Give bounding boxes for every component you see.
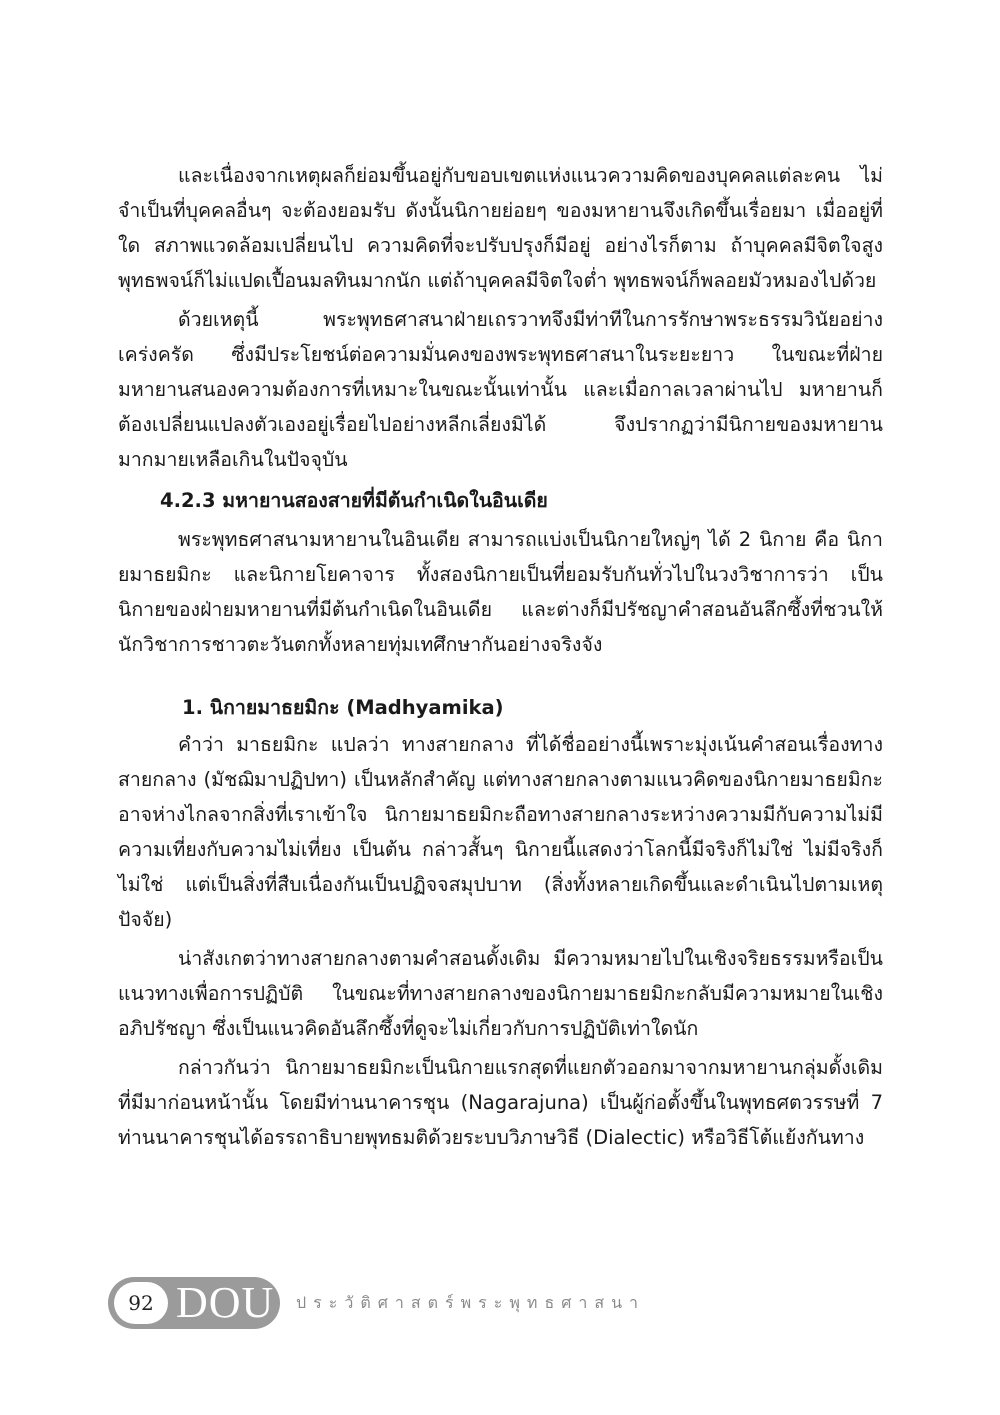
- book-title: ประวัติศาสตร์พระพุทธศาสนา: [296, 1292, 646, 1312]
- item-paragraph-1: คำว่า มาธยมิกะ แปลว่า ทางสายกลาง ที่ได้ชื่ออย่างนี้เพราะมุ่งเน้นคำสอนเรื่องทางสายกลาง (มัชฌิมาปฏิปทา) เป็นหลักสำคัญ แต่ทางสายกลางตามแนวคิดของนิกายมาธยมิกะอาจห่างไกลจากสิ่งที่เราเข้าใจ นิกายมาธยมิกะถือทางสายกลางระหว่างความมีกับความไม่มี ความเที่ยงกับความไม่เที่ยง เป็นต้น กล่าวสั้นๆ นิกายนี้แสดงว่าโลกนี้มีจริงก็ไม่ใช่ ไม่มีจริงก็ไม่ใช่ แต่เป็นสิ่งที่สืบเนื่องกันเป็นปฏิจจสมุปบาท (สิ่งทั้งหลายเกิดขึ้นและดำเนินไปตามเหตุปัจจัย): [118, 733, 883, 931]
- item-paragraph-3: กล่าวกันว่า นิกายมาธยมิกะเป็นนิกายแรกสุดที่แยกตัวออกมาจากมหายานกลุ่มดั้งเดิมที่มีมาก่อนหน้านั้น โดยมีท่านนาคารชุน (Nagarajuna) เป็นผู้ก่อตั้งขึ้นในพุทธศตวรรษที่ 7 ท่านนาคารชุนได้อรรถาธิบายพุทธมติด้วยระบบวิภาษวิธี (Dialectic) หรือวิธีโต้แย้งกันทาง: [118, 1056, 883, 1149]
- page-number: 92: [114, 1282, 168, 1324]
- page-body: [118, 158, 883, 1155]
- dou-badge: [108, 1277, 280, 1329]
- section-heading: 4.2.3 มหายานสองสายที่มีต้นกำเนิดในอินเดีย: [160, 489, 548, 512]
- item-heading: 1. นิกายมาธยมิกะ (Madhyamika): [182, 696, 504, 719]
- paragraph-intro-1: และเนื่องจากเหตุผลก็ย่อมขึ้นอยู่กับขอบเขตแห่งแนวความคิดของบุคคลแต่ละคน ไม่จำเป็นที่บุคคลอื่นๆ จะต้องยอมรับ ดังนั้นนิกายย่อยๆ ของมหายานจึงเกิดขึ้นเรื่อยมา เมื่ออยู่ที่ใด สภาพแวดล้อมเปลี่ยนไป ความคิดที่จะปรับปรุงก็มีอยู่ อย่างไรก็ตาม ถ้าบุคคลมีจิตใจสูง พุทธพจน์ก็ไม่แปดเปื้อนมลทินมากนัก แต่ถ้าบุคคลมีจิตใจต่ำ พุทธพจน์ก็พลอยมัวหมองไปด้วย: [118, 164, 883, 292]
- dou-logo: DOU: [176, 1278, 275, 1327]
- section-paragraph: พระพุทธศาสนามหายานในอินเดีย สามารถแบ่งเป็นนิกายใหญ่ๆ ได้ 2 นิกาย คือ นิกายมาธยมิกะ และนิกายโยคาจาร ทั้งสองนิกายเป็นที่ยอมรับกันทั่วไปในวงวิชาการว่า เป็นนิกายของฝ่ายมหายานที่มีต้นกำเนิดในอินเดีย และต่างก็มีปรัชญาคำสอนอันลึกซึ้งที่ชวนให้นักวิชาการชาวตะวันตกทั้งหลายทุ่มเทศึกษากันอย่างจริงจัง: [118, 528, 883, 656]
- item-paragraph-2: น่าสังเกตว่าทางสายกลางตามคำสอนดั้งเดิม มีความหมายไปในเชิงจริยธรรมหรือเป็นแนวทางเพื่อการปฏิบัติ ในขณะที่ทางสายกลางของนิกายมาธยมิกะกลับมีความหมายในเชิงอภิปรัชญา ซึ่งเป็นแนวคิดอันลึกซึ้งที่ดูจะไม่เกี่ยวกับการปฏิบัติเท่าใดนัก: [118, 947, 883, 1040]
- page-footer: [108, 1277, 645, 1329]
- paragraph-intro-2: ด้วยเหตุนี้ พระพุทธศาสนาฝ่ายเถรวาทจึงมีท่าทีในการรักษาพระธรรมวินัยอย่างเคร่งครัด ซึ่งมีประโยชน์ต่อความมั่นคงของพระพุทธศาสนาในระยะยาว ในขณะที่ฝ่ายมหายานสนองความต้องการที่เหมาะในขณะนั้นเท่านั้น และเมื่อกาลเวลาผ่านไป มหายานก็ต้องเปลี่ยนแปลงตัวเองอยู่เรื่อยไปอย่างหลีกเลี่ยงมิได้ จึงปรากฏว่ามีนิกายของมหายานมากมายเหลือเกินในปัจจุบัน: [118, 308, 883, 471]
